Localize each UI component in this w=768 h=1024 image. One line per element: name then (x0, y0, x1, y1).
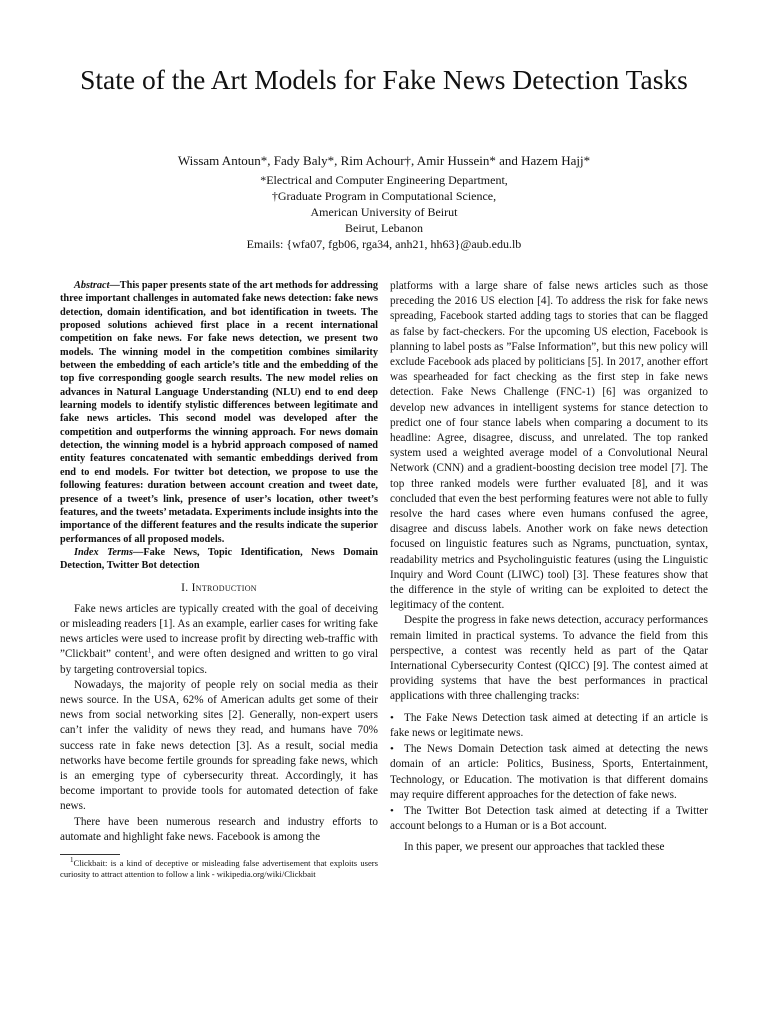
list-item-text: The News Domain Detection task aimed at detecting the news domain of an article: Politics, Business, Sports, Entertainment, Technology, or Education. The motivation is that different domains may require different approaches for the detection of fake news. (390, 743, 708, 801)
list-item (390, 804, 708, 834)
author-list: Wissam Antoun*, Fady Baly*, Rim Achour†, Amir Hussein* and Hazem Hajj* (177, 153, 591, 168)
affiliation-line: *Electrical and Computer Engineering Department, (260, 173, 508, 187)
right-paragraph-2: Despite the progress in fake news detection, accuracy performances remain limited in practical systems. To advance the field from this perspective, a contest was recently held as part of the Qatar International Cybersecurity Contest (QICC) [9]. The contest aimed at providing systems that have the best performances in practical applications with three challenging tracks: (390, 614, 708, 703)
list-item-text: The Twitter Bot Detection task aimed at detecting if a Twitter account belongs to a Human or is a Bot account. (390, 804, 708, 833)
list-item (390, 742, 708, 803)
track-list (390, 711, 708, 835)
section-number: I. (181, 581, 189, 594)
affiliation-line: Beirut, Lebanon (345, 221, 423, 235)
bullet-icon: • (390, 743, 394, 756)
paper-title: State of the Art Models for Fake News Detection Tasks (80, 64, 688, 95)
abstract (60, 279, 378, 546)
footnote-marker: 1 (147, 646, 152, 655)
intro-p1-text-end: , and were often designed and written to go viral by targeting controversial topics. (60, 648, 378, 676)
affiliations (60, 172, 708, 252)
right-paragraph-3: In this paper, we present our approaches that tackled these (404, 841, 665, 854)
list-item (390, 711, 708, 741)
bullet-icon: • (390, 711, 394, 724)
affiliation-line: †Graduate Program in Computational Science, (271, 189, 497, 203)
bullet-icon: • (390, 804, 394, 817)
index-terms-text: —Fake News, Topic Identification, News Domain Detection, Twitter Bot detection (60, 546, 378, 572)
email-line: Emails: {wfa07, fgb06, rga34, anh21, hh63}@aub.edu.lb (246, 237, 522, 251)
section-heading (60, 581, 378, 596)
affiliation-line: American University of Beirut (310, 205, 458, 219)
section-title: Introduction (191, 581, 257, 594)
list-item-text: The Fake News Detection task aimed at detecting if an article is fake news or legitimate news. (390, 711, 708, 739)
intro-p1-text: Fake news articles are typically created with the goal of deceiving or misleading readers [1]. As an example, earlier cases for writing fake news articles were used to increase profit by directing web-traffic with ”Clickbait” content (60, 602, 378, 661)
intro-paragraph-3: There have been numerous research and industry efforts to automate and highlight fake news. Facebook is among the (60, 815, 378, 843)
right-column (390, 279, 708, 856)
index-terms (60, 546, 378, 573)
abstract-lead: Abstract (74, 280, 110, 291)
left-column (60, 279, 378, 879)
intro-paragraph-1 (60, 602, 378, 678)
footnote-divider (60, 854, 120, 855)
intro-paragraph-2: Nowadays, the majority of people rely on social media as their news source. In the USA, 62% of American adults get some of their news from social networking sites [2]. Generally, non-expert users can’t infer the validity of news they read, and humans have 70% success rate in fake news detection [3]. As a result, social media networks have become fertile grounds for spreading fake news, which is an emerging type of cybersecurity threat. Accordingly, it has become important to provide tools for automated detection of fake news. (60, 678, 378, 813)
abstract-text: —This paper presents state of the art methods for addressing three important challenges in automated fake news detection: fake news detection, domain identification, and bot identification in tweets. The proposed solutions achieved first place in a recent international competition on fake news. For fake news detection, we present two models. The winning model in the competition combines similarity between the embedding of each article’s title and the embedding of the top five corresponding google search results. The new model relies on advances in Natural Language Understanding (NLU) end to end deep learning models to identify stylistic differences between legitimate and fake news articles. This second model was developed after the competition and outperforms the winning approach. For news domain detection, the winning model is a hybrid approach composed of named entity features concatenated with semantic embeddings derived from end to end models. For twitter bot detection, we propose to use the following features: duration between account creation and tweet date, presence of a tweet’s link, presence of user’s location, other tweet’s features, and the tweets’ metadata. Experiments include insights into the importance of the different features and the results indicate the superior performances of all proposed models. (60, 280, 378, 545)
footnote (60, 858, 378, 879)
index-terms-lead: Index Terms (74, 546, 134, 558)
footnote-text: Clickbait: is a kind of deceptive or misleading false advertisement that exploits users curiosity to attract attention to follow a link - wikipedia.org/wiki/Clickbait (60, 858, 378, 879)
footnote-number: 1 (70, 856, 74, 865)
right-paragraph-1: platforms with a large share of false news articles such as those preceding the 2016 US election [4]. To address the risk for fake news spreading, Facebook started adding tags to stories that can be flagged as false by fact-checkers. For the upcoming US election, Facebook is planning to label posts as ”False Information”, but this new policy will exclude Facebook ads placed by politicians [5]. In 2017, another effort was spearheaded for fact checking as the first step in fake news detection. Fake News Challenge (FNC-1) [6] was organized to develop new advances in intelligent systems for stance detection to predict one of four stance labels when comparing a document to its headline: Agree, disagree, discuss, and unrelated. The top ranked system used a weighted average model of a Convolutional Neural Network (CNN) and a gradient-boosting decision tree model [7]. The top three ranked models were further evaluated [8], and it was concluded that even the best performing features were not able to fully resolve the hard cases where even humans confused the agree, disagree and discuss labels. Another work on fake news detection focused on linguistic features such as Ngrams, punctuation, syntax, readability metrics and Psycholinguistic features (using the Linguistic Inquiry and Word Count (LIWC) tool) [3]. These features show that the difference in the style of writing can be exploited to detect the legitimacy of the content. (390, 280, 708, 612)
